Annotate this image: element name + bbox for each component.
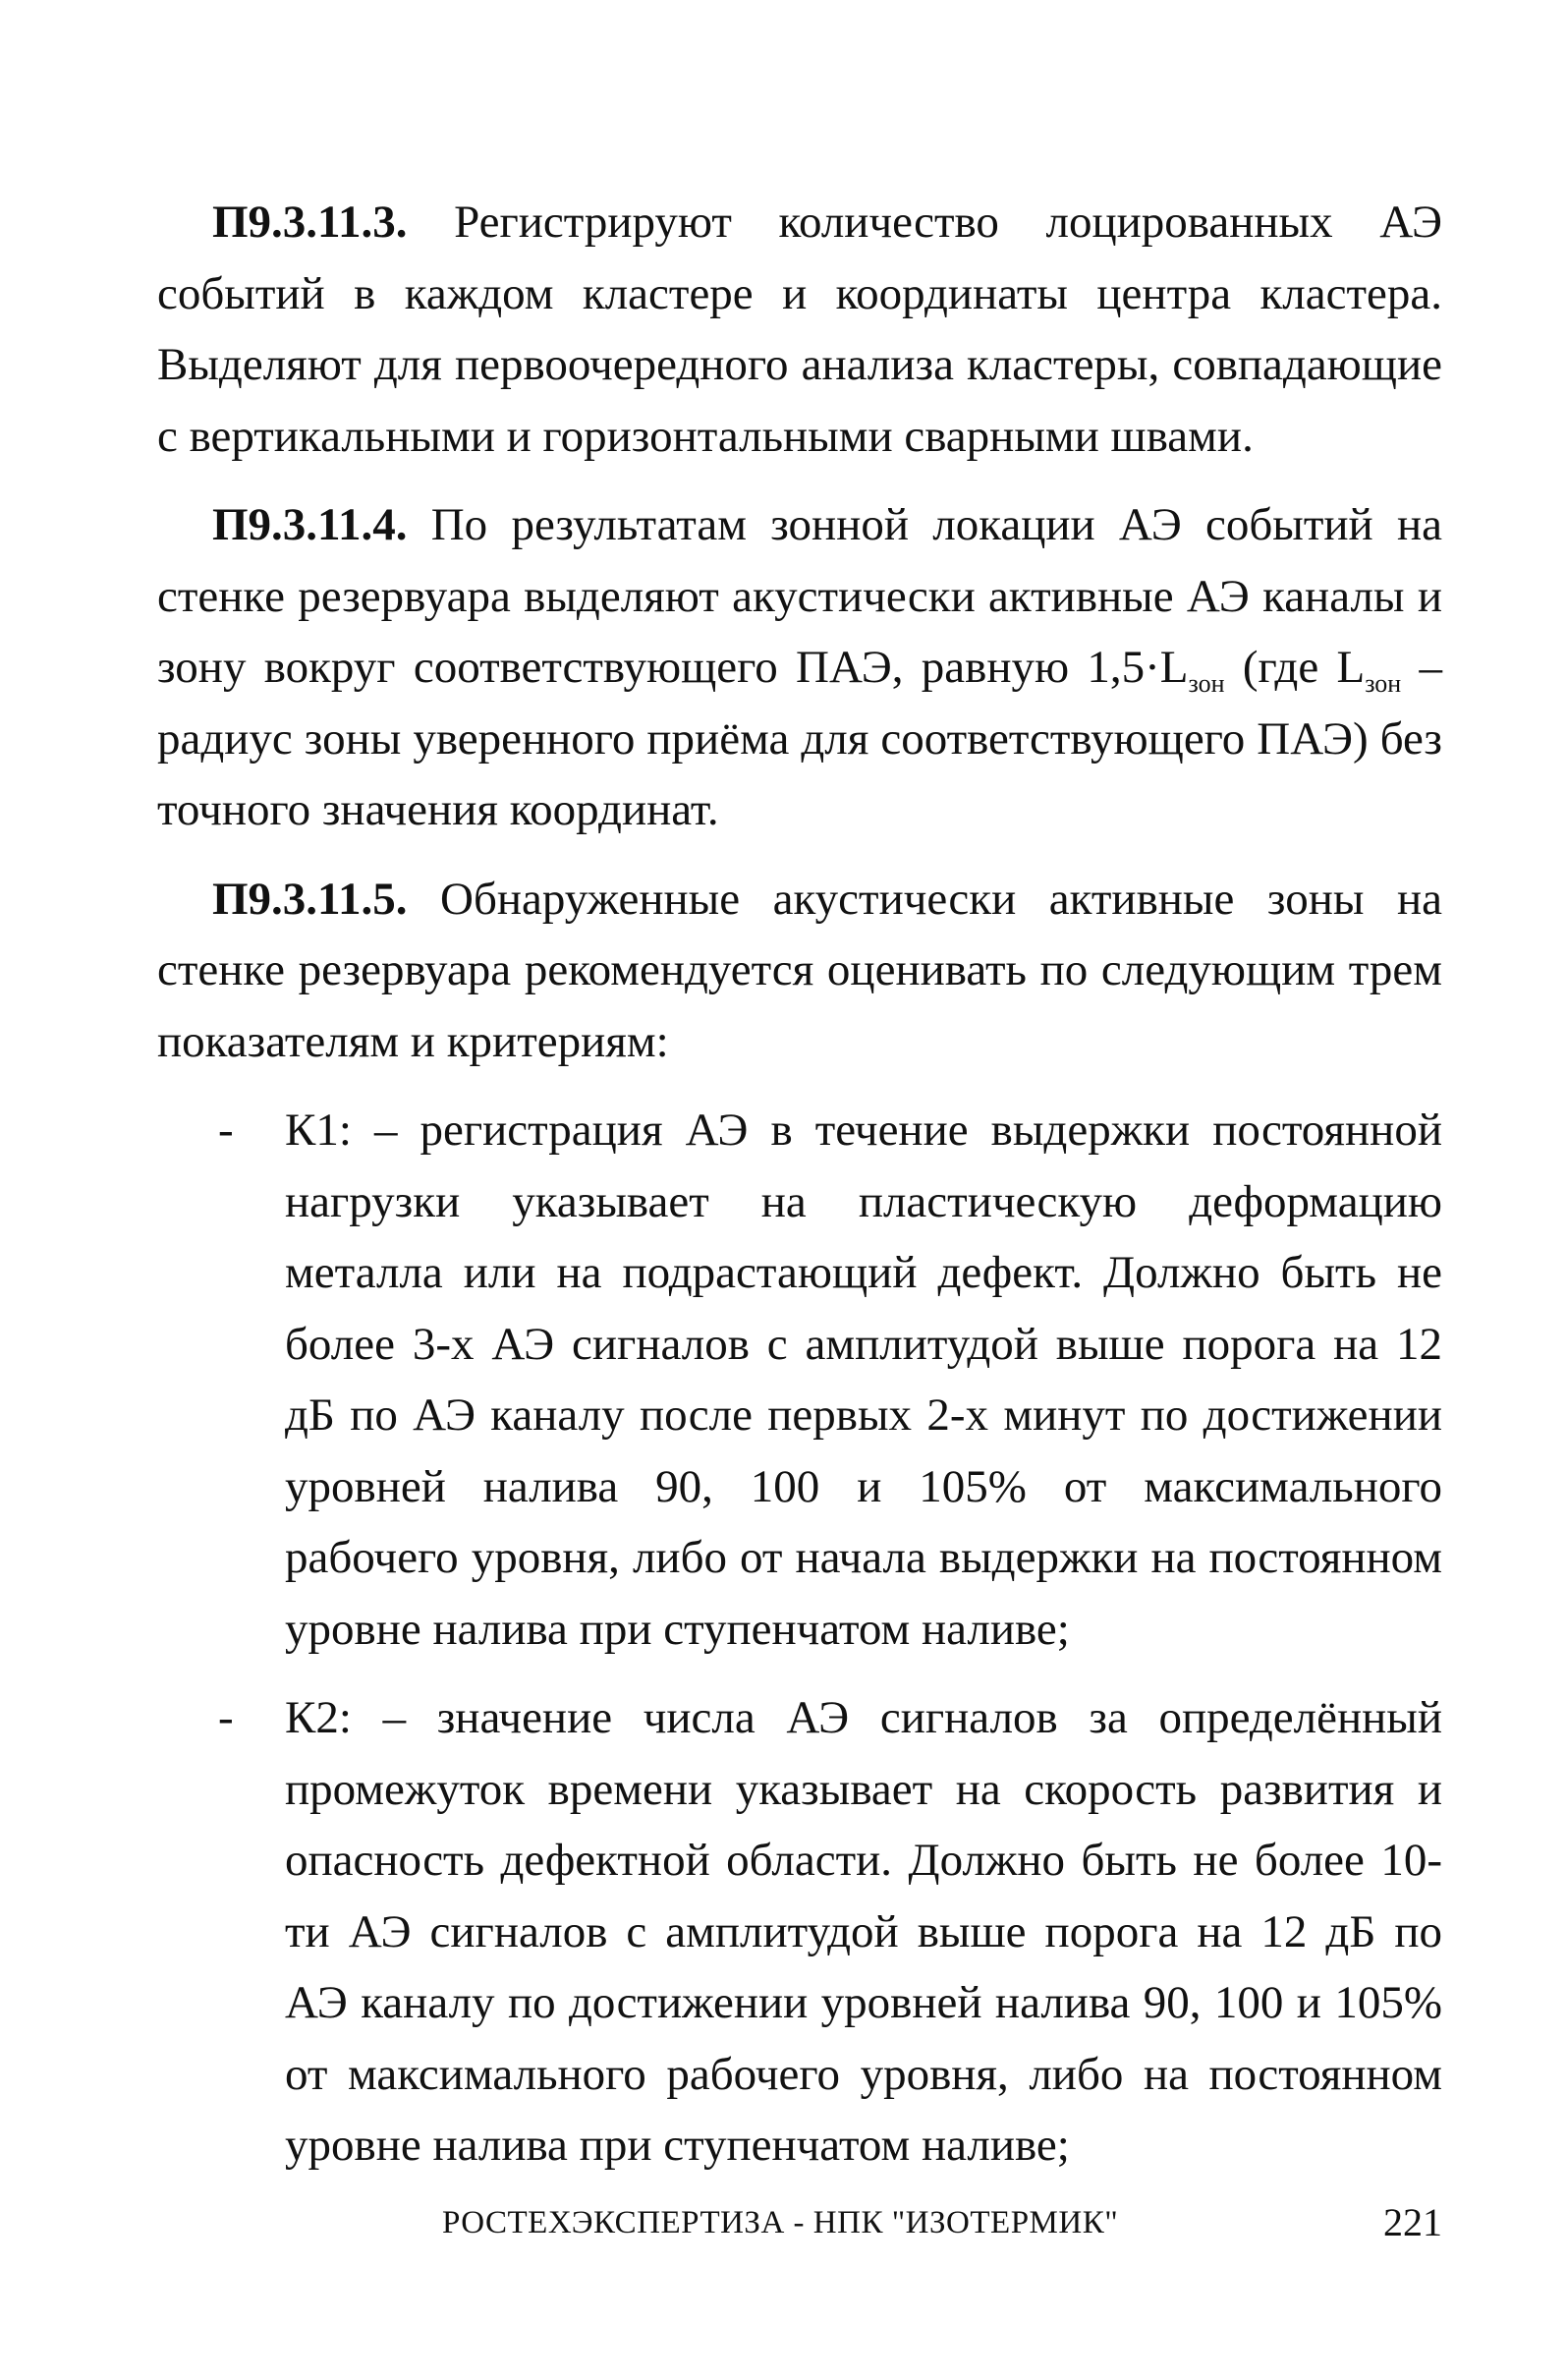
paragraph-p9-3-11-5 bbox=[157, 864, 1442, 1078]
page-number: 221 bbox=[1383, 2200, 1442, 2244]
paragraph-number: П9.3.11.3. bbox=[212, 197, 408, 248]
paragraph-p9-3-11-4 bbox=[157, 489, 1442, 846]
paragraph-number: П9.3.11.4. bbox=[212, 499, 408, 550]
paragraph-p9-3-11-3 bbox=[157, 187, 1442, 472]
page-footer bbox=[157, 2193, 1442, 2252]
list-item-text: К1: – регистрация АЭ в течение выдержки постоянной нагрузки указывает на пластическую деформацию металла или на подрастающий дефект. Должно быть не более 3-х АЭ сигналов с амплитудой выше порога на 12 дБ по АЭ каналу после первых 2-х минут по достижении уровней налива 90, 100 и 105% от максимального рабочего уровня, либо от начала выдержки на постоянном уровне налива при ступенчатом наливе; bbox=[285, 1105, 1442, 1655]
subscript-zon: зон bbox=[1365, 669, 1402, 698]
footer-organization: РОСТЕХЭКСПЕРТИЗА - НПК "ИЗОТЕРМИК" bbox=[442, 2205, 1119, 2240]
paragraph-text: По результатам зонной локации АЭ событий на стенке резервуара выделяют акустически активные АЭ каналы и зону вокруг соответствующего ПАЭ, равную 1,5·L bbox=[157, 499, 1442, 693]
paragraph-text: – радиус зоны уверенного приёма для соответствующего ПАЭ) без точного значения координат. bbox=[157, 642, 1443, 835]
list-item-k1 bbox=[157, 1095, 1442, 1665]
subscript-zon: зон bbox=[1188, 669, 1225, 698]
paragraph-text: (где L bbox=[1224, 642, 1366, 693]
list-item-k2 bbox=[157, 1682, 1442, 2182]
list-item-text: К2: – значение числа АЭ сигналов за определённый промежуток времени указывает на скорость развития и опасность дефектной области. Должно быть не более 10-ти АЭ сигналов с амплитудой выше порога на 12 дБ по АЭ каналу по достижении уровней налива 90, 100 и 105% от максимального рабочего уровня, либо на постоянном уровне налива при ступенчатом наливе; bbox=[285, 1692, 1442, 2171]
list-dash: - bbox=[218, 1692, 234, 1743]
criteria-list bbox=[157, 1095, 1442, 2182]
paragraph-number: П9.3.11.5. bbox=[212, 873, 408, 925]
list-dash: - bbox=[218, 1105, 234, 1156]
paragraph-text: Регистрируют количество лоцированных АЭ событий в каждом кластере и координаты центра кластера. Выделяют для первоочередного анализа кластеры, совпадающие с вертикальными и горизонтальными сварными швами. bbox=[157, 197, 1442, 462]
paragraph-text: Обнаруженные акустически активные зоны на стенке резервуара рекомендуется оценивать по следующим трем показателям и критериям: bbox=[157, 873, 1442, 1067]
document-body bbox=[157, 187, 1442, 2199]
